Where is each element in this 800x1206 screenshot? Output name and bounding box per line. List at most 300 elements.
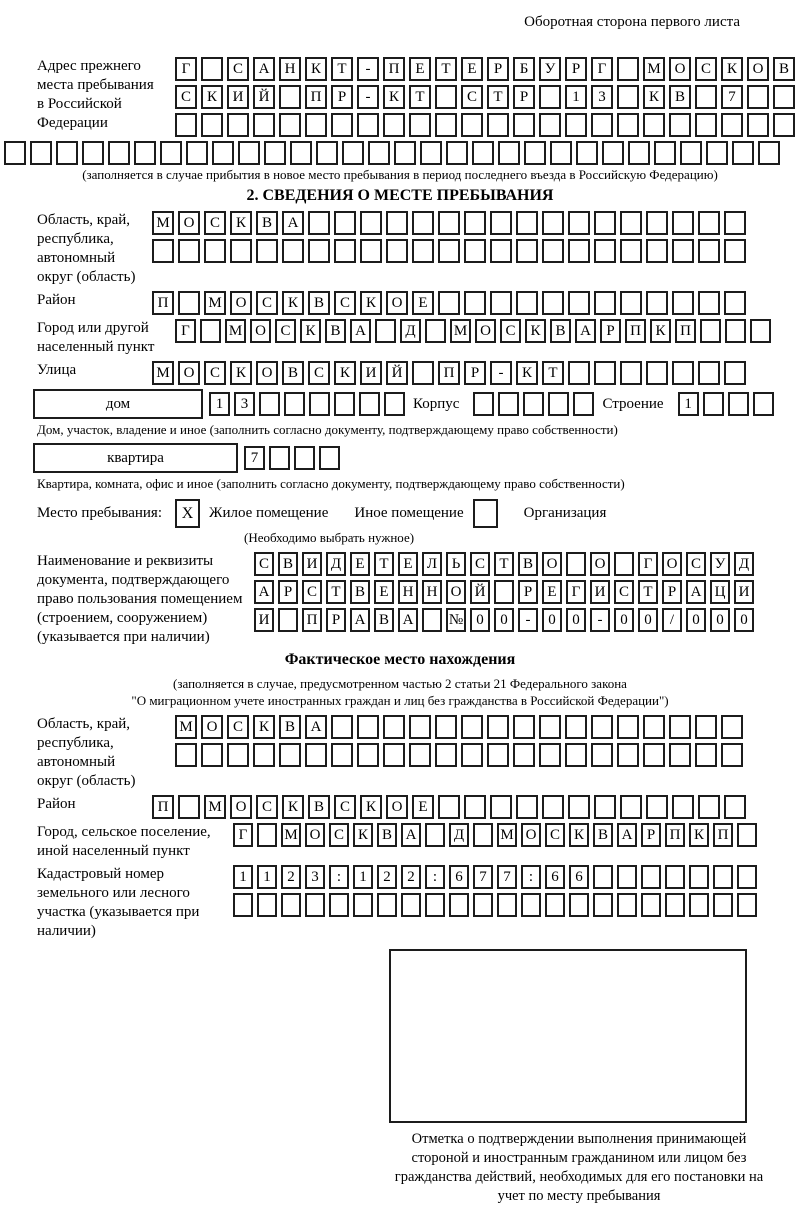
char-box[interactable]	[665, 893, 685, 917]
char-box[interactable]	[594, 291, 616, 315]
char-box[interactable]	[689, 865, 709, 889]
char-box[interactable]	[617, 715, 639, 739]
char-box[interactable]: И	[590, 580, 610, 604]
char-box[interactable]	[353, 893, 373, 917]
char-box[interactable]	[425, 319, 446, 343]
char-box[interactable]: К	[383, 85, 405, 109]
char-box[interactable]	[672, 795, 694, 819]
char-box[interactable]	[487, 715, 509, 739]
char-box[interactable]: Т	[638, 580, 658, 604]
char-box[interactable]: Е	[409, 57, 431, 81]
char-box[interactable]: В	[282, 361, 304, 385]
char-box[interactable]	[620, 795, 642, 819]
char-box[interactable]	[152, 239, 174, 263]
char-box[interactable]	[724, 361, 746, 385]
char-box[interactable]: А	[401, 823, 421, 847]
char-box[interactable]	[331, 715, 353, 739]
char-box[interactable]: 1	[209, 392, 230, 416]
char-box[interactable]	[695, 85, 717, 109]
char-box[interactable]	[594, 239, 616, 263]
char-box[interactable]	[724, 211, 746, 235]
char-box[interactable]: А	[350, 608, 370, 632]
char-box[interactable]	[82, 141, 104, 165]
char-box[interactable]	[753, 392, 774, 416]
char-box[interactable]	[412, 211, 434, 235]
char-box[interactable]: К	[253, 715, 275, 739]
char-box[interactable]	[334, 392, 355, 416]
char-box[interactable]: О	[250, 319, 271, 343]
char-box[interactable]	[498, 392, 519, 416]
char-box[interactable]	[594, 211, 616, 235]
char-box[interactable]	[473, 893, 493, 917]
char-box[interactable]: Т	[494, 552, 514, 576]
char-box[interactable]	[641, 893, 661, 917]
char-box[interactable]	[539, 113, 561, 137]
char-box[interactable]: Р	[513, 85, 535, 109]
char-box[interactable]: А	[253, 57, 275, 81]
char-box[interactable]: 7	[244, 446, 265, 470]
char-box[interactable]: 0	[686, 608, 706, 632]
char-box[interactable]	[773, 85, 795, 109]
char-box[interactable]: М	[643, 57, 665, 81]
char-box[interactable]: К	[230, 211, 252, 235]
char-box[interactable]: С	[175, 85, 197, 109]
char-box[interactable]	[383, 715, 405, 739]
char-box[interactable]: Т	[326, 580, 346, 604]
char-box[interactable]	[284, 392, 305, 416]
char-box[interactable]: Й	[253, 85, 275, 109]
char-box[interactable]	[331, 743, 353, 767]
char-box[interactable]	[178, 795, 200, 819]
char-box[interactable]: -	[490, 361, 512, 385]
char-box[interactable]	[425, 893, 445, 917]
char-box[interactable]	[281, 893, 301, 917]
char-box[interactable]: Р	[487, 57, 509, 81]
char-box[interactable]: -	[590, 608, 610, 632]
char-box[interactable]: В	[374, 608, 394, 632]
char-box[interactable]: С	[204, 211, 226, 235]
char-box[interactable]	[472, 141, 494, 165]
char-box[interactable]: М	[204, 291, 226, 315]
char-box[interactable]	[386, 211, 408, 235]
char-box[interactable]	[545, 893, 565, 917]
char-box[interactable]	[357, 715, 379, 739]
char-box[interactable]	[186, 141, 208, 165]
char-box[interactable]	[698, 291, 720, 315]
char-box[interactable]: К	[360, 795, 382, 819]
char-box[interactable]: О	[669, 57, 691, 81]
char-box[interactable]	[498, 141, 520, 165]
char-box[interactable]	[516, 239, 538, 263]
char-box[interactable]	[438, 211, 460, 235]
char-box[interactable]: Д	[326, 552, 346, 576]
char-box[interactable]: О	[446, 580, 466, 604]
char-box[interactable]	[713, 865, 733, 889]
char-box[interactable]	[750, 319, 771, 343]
char-box[interactable]: Д	[734, 552, 754, 576]
char-box[interactable]	[420, 141, 442, 165]
char-box[interactable]: Р	[641, 823, 661, 847]
char-box[interactable]: С	[334, 291, 356, 315]
char-box[interactable]	[614, 552, 634, 576]
char-box[interactable]: 2	[401, 865, 421, 889]
char-box[interactable]	[175, 113, 197, 137]
char-box[interactable]: В	[308, 795, 330, 819]
char-box[interactable]	[617, 85, 639, 109]
char-box[interactable]: А	[350, 319, 371, 343]
char-box[interactable]: С	[334, 795, 356, 819]
char-box[interactable]	[212, 141, 234, 165]
char-box[interactable]: О	[256, 361, 278, 385]
char-box[interactable]	[617, 57, 639, 81]
char-box[interactable]: И	[360, 361, 382, 385]
char-box[interactable]: С	[470, 552, 490, 576]
char-box[interactable]: Р	[662, 580, 682, 604]
char-box[interactable]: :	[425, 865, 445, 889]
char-box[interactable]	[409, 743, 431, 767]
char-box[interactable]: В	[279, 715, 301, 739]
char-box[interactable]: В	[325, 319, 346, 343]
char-box[interactable]	[680, 141, 702, 165]
char-box[interactable]	[539, 743, 561, 767]
char-box[interactable]: Б	[513, 57, 535, 81]
char-box[interactable]: К	[282, 795, 304, 819]
char-box[interactable]	[643, 113, 665, 137]
char-box[interactable]: И	[734, 580, 754, 604]
char-box[interactable]	[200, 319, 221, 343]
char-box[interactable]	[695, 715, 717, 739]
char-box[interactable]: С	[308, 361, 330, 385]
char-box[interactable]: С	[545, 823, 565, 847]
char-box[interactable]	[175, 743, 197, 767]
char-box[interactable]	[550, 141, 572, 165]
char-box[interactable]: В	[550, 319, 571, 343]
char-box[interactable]: Т	[542, 361, 564, 385]
char-box[interactable]	[357, 113, 379, 137]
char-box[interactable]: Т	[487, 85, 509, 109]
char-box[interactable]	[383, 743, 405, 767]
char-box[interactable]: О	[178, 211, 200, 235]
char-box[interactable]	[724, 239, 746, 263]
char-box[interactable]	[438, 291, 460, 315]
char-box[interactable]	[617, 893, 637, 917]
char-box[interactable]: А	[254, 580, 274, 604]
char-box[interactable]: Д	[449, 823, 469, 847]
char-box[interactable]	[539, 85, 561, 109]
char-box[interactable]	[568, 211, 590, 235]
char-box[interactable]: 6	[449, 865, 469, 889]
char-box[interactable]	[204, 239, 226, 263]
char-box[interactable]	[568, 361, 590, 385]
char-box[interactable]	[438, 795, 460, 819]
char-box[interactable]	[669, 715, 691, 739]
char-box[interactable]	[279, 85, 301, 109]
char-box[interactable]: М	[175, 715, 197, 739]
char-box[interactable]: С	[256, 291, 278, 315]
char-box[interactable]	[305, 113, 327, 137]
char-box[interactable]	[490, 795, 512, 819]
char-box[interactable]	[737, 865, 757, 889]
char-box[interactable]	[617, 865, 637, 889]
char-box[interactable]	[700, 319, 721, 343]
char-box[interactable]: П	[438, 361, 460, 385]
char-box[interactable]	[646, 795, 668, 819]
char-box[interactable]: К	[230, 361, 252, 385]
char-box[interactable]	[669, 113, 691, 137]
char-box[interactable]	[628, 141, 650, 165]
char-box[interactable]	[342, 141, 364, 165]
char-box[interactable]	[308, 239, 330, 263]
char-box[interactable]: К	[353, 823, 373, 847]
char-box[interactable]: С	[227, 715, 249, 739]
char-box[interactable]	[721, 715, 743, 739]
char-box[interactable]: О	[386, 291, 408, 315]
char-box[interactable]	[516, 795, 538, 819]
char-box[interactable]: А	[398, 608, 418, 632]
char-box[interactable]	[290, 141, 312, 165]
char-box[interactable]	[698, 361, 720, 385]
char-box[interactable]	[695, 743, 717, 767]
char-box[interactable]	[409, 113, 431, 137]
char-box[interactable]	[305, 743, 327, 767]
inoe-checkbox[interactable]	[473, 499, 498, 528]
char-box[interactable]: 0	[734, 608, 754, 632]
char-box[interactable]	[253, 743, 275, 767]
char-box[interactable]	[646, 211, 668, 235]
char-box[interactable]	[689, 893, 709, 917]
char-box[interactable]: К	[516, 361, 538, 385]
char-box[interactable]	[269, 446, 290, 470]
char-box[interactable]	[566, 552, 586, 576]
char-box[interactable]	[412, 361, 434, 385]
char-box[interactable]	[305, 893, 325, 917]
char-box[interactable]: П	[675, 319, 696, 343]
char-box[interactable]: :	[329, 865, 349, 889]
char-box[interactable]: О	[201, 715, 223, 739]
char-box[interactable]: Й	[470, 580, 490, 604]
char-box[interactable]: П	[152, 795, 174, 819]
char-box[interactable]: Н	[422, 580, 442, 604]
char-box[interactable]: Т	[331, 57, 353, 81]
char-box[interactable]: П	[383, 57, 405, 81]
char-box[interactable]: 0	[470, 608, 490, 632]
char-box[interactable]	[725, 319, 746, 343]
char-box[interactable]	[516, 291, 538, 315]
char-box[interactable]: П	[302, 608, 322, 632]
char-box[interactable]: С	[614, 580, 634, 604]
char-box[interactable]	[593, 865, 613, 889]
char-box[interactable]	[620, 361, 642, 385]
char-box[interactable]	[257, 893, 277, 917]
char-box[interactable]	[669, 743, 691, 767]
char-box[interactable]	[386, 239, 408, 263]
char-box[interactable]: К	[282, 291, 304, 315]
char-box[interactable]	[230, 239, 252, 263]
char-box[interactable]	[591, 743, 613, 767]
char-box[interactable]	[279, 113, 301, 137]
char-box[interactable]	[435, 743, 457, 767]
char-box[interactable]	[497, 893, 517, 917]
char-box[interactable]: 3	[305, 865, 325, 889]
char-box[interactable]: 2	[377, 865, 397, 889]
char-box[interactable]: И	[254, 608, 274, 632]
char-box[interactable]: С	[275, 319, 296, 343]
char-box[interactable]	[569, 893, 589, 917]
char-box[interactable]	[56, 141, 78, 165]
char-box[interactable]: М	[497, 823, 517, 847]
char-box[interactable]: Г	[175, 319, 196, 343]
char-box[interactable]	[646, 291, 668, 315]
char-box[interactable]	[377, 893, 397, 917]
char-box[interactable]	[703, 392, 724, 416]
char-box[interactable]: К	[721, 57, 743, 81]
char-box[interactable]: П	[713, 823, 733, 847]
char-box[interactable]	[319, 446, 340, 470]
char-box[interactable]: Г	[566, 580, 586, 604]
char-box[interactable]: С	[254, 552, 274, 576]
char-box[interactable]	[513, 113, 535, 137]
char-box[interactable]	[542, 211, 564, 235]
char-box[interactable]	[490, 211, 512, 235]
char-box[interactable]	[728, 392, 749, 416]
char-box[interactable]: В	[350, 580, 370, 604]
char-box[interactable]	[565, 715, 587, 739]
char-box[interactable]: А	[282, 211, 304, 235]
char-box[interactable]	[737, 823, 757, 847]
char-box[interactable]: К	[689, 823, 709, 847]
char-box[interactable]: 0	[542, 608, 562, 632]
char-box[interactable]	[331, 113, 353, 137]
char-box[interactable]: О	[662, 552, 682, 576]
char-box[interactable]: Й	[386, 361, 408, 385]
char-box[interactable]: В	[773, 57, 795, 81]
char-box[interactable]: 3	[591, 85, 613, 109]
char-box[interactable]: А	[575, 319, 596, 343]
char-box[interactable]: :	[521, 865, 541, 889]
char-box[interactable]	[401, 893, 421, 917]
char-box[interactable]	[620, 211, 642, 235]
char-box[interactable]: М	[225, 319, 246, 343]
char-box[interactable]	[449, 893, 469, 917]
char-box[interactable]: С	[500, 319, 521, 343]
char-box[interactable]	[264, 141, 286, 165]
char-box[interactable]	[425, 823, 445, 847]
char-box[interactable]: Г	[591, 57, 613, 81]
char-box[interactable]	[721, 743, 743, 767]
char-box[interactable]: О	[590, 552, 610, 576]
char-box[interactable]	[542, 795, 564, 819]
char-box[interactable]: Р	[331, 85, 353, 109]
char-box[interactable]: /	[662, 608, 682, 632]
char-box[interactable]	[329, 893, 349, 917]
char-box[interactable]: О	[305, 823, 325, 847]
char-box[interactable]	[732, 141, 754, 165]
char-box[interactable]: М	[204, 795, 226, 819]
char-box[interactable]: 7	[497, 865, 517, 889]
char-box[interactable]	[565, 113, 587, 137]
char-box[interactable]	[309, 392, 330, 416]
char-box[interactable]	[706, 141, 728, 165]
char-box[interactable]	[620, 291, 642, 315]
char-box[interactable]	[594, 361, 616, 385]
char-box[interactable]	[539, 715, 561, 739]
char-box[interactable]: А	[617, 823, 637, 847]
char-box[interactable]: И	[227, 85, 249, 109]
zhiloe-checkbox[interactable]: X	[175, 499, 200, 528]
char-box[interactable]	[523, 392, 544, 416]
char-box[interactable]: Е	[374, 580, 394, 604]
char-box[interactable]: К	[643, 85, 665, 109]
char-box[interactable]: К	[201, 85, 223, 109]
char-box[interactable]: Е	[412, 795, 434, 819]
char-box[interactable]: 0	[638, 608, 658, 632]
char-box[interactable]: Ь	[446, 552, 466, 576]
char-box[interactable]: С	[329, 823, 349, 847]
char-box[interactable]: М	[152, 211, 174, 235]
char-box[interactable]	[256, 239, 278, 263]
char-box[interactable]: П	[152, 291, 174, 315]
char-box[interactable]	[360, 211, 382, 235]
char-box[interactable]: Л	[422, 552, 442, 576]
char-box[interactable]: Р	[464, 361, 486, 385]
char-box[interactable]	[721, 113, 743, 137]
char-box[interactable]	[724, 795, 746, 819]
char-box[interactable]	[422, 608, 442, 632]
char-box[interactable]: Ц	[710, 580, 730, 604]
char-box[interactable]	[724, 291, 746, 315]
char-box[interactable]	[641, 865, 661, 889]
char-box[interactable]: Г	[638, 552, 658, 576]
char-box[interactable]	[435, 715, 457, 739]
char-box[interactable]: О	[542, 552, 562, 576]
char-box[interactable]: О	[747, 57, 769, 81]
char-box[interactable]: Г	[233, 823, 253, 847]
char-box[interactable]: К	[650, 319, 671, 343]
char-box[interactable]	[227, 113, 249, 137]
char-box[interactable]	[758, 141, 780, 165]
char-box[interactable]	[737, 893, 757, 917]
char-box[interactable]	[461, 113, 483, 137]
char-box[interactable]: О	[178, 361, 200, 385]
char-box[interactable]: В	[278, 552, 298, 576]
char-box[interactable]	[698, 211, 720, 235]
char-box[interactable]	[542, 291, 564, 315]
char-box[interactable]: П	[625, 319, 646, 343]
char-box[interactable]: О	[521, 823, 541, 847]
char-box[interactable]	[461, 715, 483, 739]
char-box[interactable]	[643, 715, 665, 739]
char-box[interactable]: К	[525, 319, 546, 343]
char-box[interactable]	[160, 141, 182, 165]
char-box[interactable]: 3	[234, 392, 255, 416]
char-box[interactable]	[360, 239, 382, 263]
char-box[interactable]: 7	[721, 85, 743, 109]
char-box[interactable]: К	[334, 361, 356, 385]
char-box[interactable]: Р	[565, 57, 587, 81]
char-box[interactable]: М	[450, 319, 471, 343]
char-box[interactable]: С	[302, 580, 322, 604]
char-box[interactable]: Е	[398, 552, 418, 576]
char-box[interactable]: М	[152, 361, 174, 385]
char-box[interactable]: 1	[678, 392, 699, 416]
char-box[interactable]	[464, 291, 486, 315]
char-box[interactable]	[665, 865, 685, 889]
char-box[interactable]	[253, 113, 275, 137]
char-box[interactable]	[487, 743, 509, 767]
char-box[interactable]	[409, 715, 431, 739]
char-box[interactable]	[30, 141, 52, 165]
char-box[interactable]: №	[446, 608, 466, 632]
